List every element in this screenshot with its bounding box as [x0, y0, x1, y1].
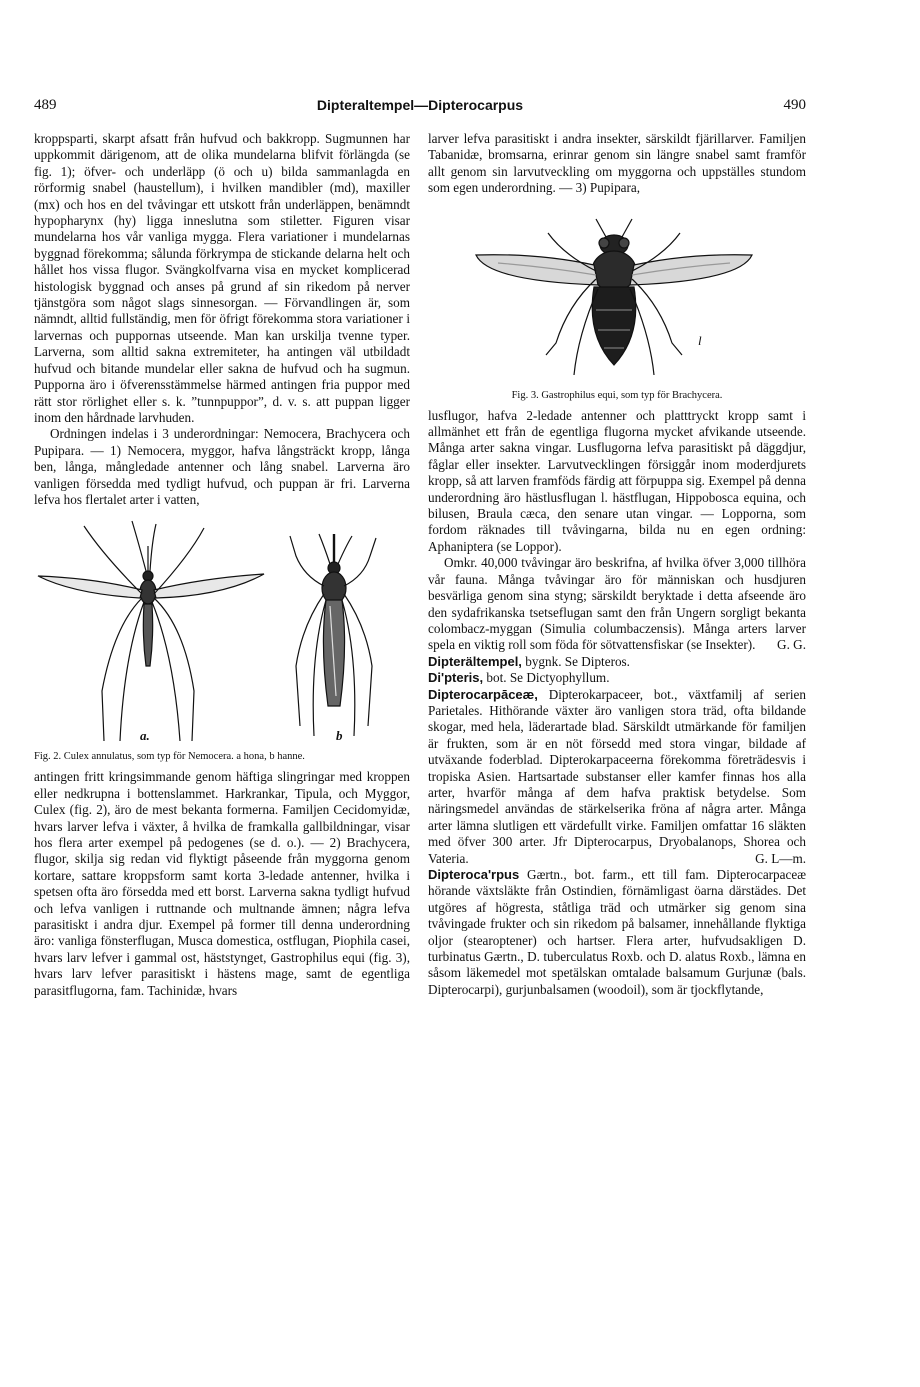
figure-3-caption: Fig. 3. Gastrophilus equi, som typ för Brachycera. [511, 389, 723, 401]
entry-text: Dipterokarpaceer, bot., växtfamilj af serien Parietales. Hithörande växter äro vanligen stora träd, ofta bildande skogar, med hela, läderartade blad. Särskildt utmärkande för familjen är frukten, som är en nöt försedd med stora vingar, bildade af utväxande foderblad. Dipterokarpaceerna förekomma företrädesvis i tropiska Asien. Hartsartade substanser eller kamfer finnas hos alla arter, hvarför många af dem hafva praktisk betydelse. Som näringsmedel användas de stärkelserika fröna af några arter. Många arter lämna slutligen ett värdefullt virke. Familjen omfattar 16 släkten med öfver 300 arter. Jfr Dipterocarpus, Dryobalanops, Shorea och Vateria. [428, 686, 806, 866]
figure-2-label-b: b [336, 728, 343, 744]
entry-headword: Di'pteris, [428, 670, 484, 686]
right-column [428, 131, 806, 998]
mosquito-illustration [34, 516, 410, 746]
botfly-illustration [428, 215, 806, 385]
paragraph: Ordningen indelas i 3 underordningar: Nemocera, Brachycera och Pupipara. — 1) Nemocera, myggor, hafva långsträckt kropp, långa ben, långa, mångledade antenner och lång snabel. Larverna äro vanligen försedda med tydligt hufvud, och puppan är fri. Larverna lefva hos flertalet arter i vatten, [34, 426, 410, 507]
dictionary-entry [428, 654, 806, 670]
paragraph: antingen fritt kringsimmande genom häftiga slingringar med kroppen eller nedkrupna i bottenslammet. Harkrankar, Tipula, och Myggor, Culex (fig. 2), äro de mest bekanta formerna. Familjen Cecidomyidæ, hvars larver lefva i växter, å hvilka de framkalla gallbildningar, visar hos flera arter exempel på pedogenes (se d. o.). — 2) Brachycera, flugor, skilja sig redan vid flyktigt påseende från myggorna genom kortare, sattare kroppsform samt korta 3-ledade antenner, hvilka i spetsen ofta äro försedda med ett borst. Larverna sakna tydligt hufvud och lefva vanligen i ruttnande och multnande ämnen; några lefva parasitiskt i andra djur. Exempel på former till denna underordning äro: vanliga fönsterflugan, Musca domestica, ostflugan, Piophila casei, hvars larv lefver i gammal ost, häststynget, Gastrophilus equi (fig. 3), hvars larv lefver parasitiskt i hästens mage, samt de egentliga parasitflugorna, fam. Tachinidæ, hvars [34, 769, 410, 998]
figure-3 [428, 215, 806, 402]
paragraph: kroppsparti, skarpt afsatt från hufvud och bakkropp. Sugmunnen har uppkommit därigenom, att de olika mundelarna blifvit förlängda (se fig. 1); öfver- och underläpp (ö och u) bilda sammanlagda en rörformig snabel (haustellum), i hvilken mandibler (md), maxiller (mx) och hos en del tvåvingar ett utskott från underläppen, benämndt hypopharynx (hy) ligga inneslutna som stiletter. Figuren visar mundelarna hos vår vanliga mygga. Flera variationer i mundelarnas byggnad förekomma; sålunda förkrympa de stickande delarna helt och hållet hos vissa flugor. Svängkolfvarna visa en mycket komplicerad histologisk byggnad och anses på grund af sin rikedom på nerver tjänstgöra som något slags sinnesorgan. — Förvandlingen är, som nämndt, alltid fullständig, men för öfrigt förekomma stora variationer i larvernas och puppornas utseende. Man kan urskilja tvenne typer. Larverna, som alltid sakna extremiteter, ha antingen väl utbildadt hufvud och bitande mundelar eller sakna de hufvud och ha sugmun. Pupporna äro i öfverensstämmelse härmed antingen fria puppor med rätt stor rörlighet eller s. k. ”tunnpuppor”, d. v. s. att puppan ligger inom den hårdnade larvhuden. [34, 131, 410, 425]
entry-headword: Dipteroca'rpus [428, 867, 520, 882]
dictionary-entry [428, 670, 806, 686]
mosquito-male-drawing [290, 534, 376, 736]
dictionary-entry [428, 687, 806, 867]
paragraph [428, 555, 806, 653]
figure-2-label-a: a. [140, 728, 150, 744]
figure-2-illustration [34, 516, 410, 746]
figure-3-illustration [428, 215, 806, 385]
paragraph: larver lefva parasitiskt i andra insekter, särskildt fjärillarver. Familjen Tabanidæ, bromsarna, erinrar genom sin längre snabel samt framför allt genom sin larvutveckling om myggorna och uppställes stundom som egen underordning. — 3) Pupipara, [428, 131, 806, 196]
page-number-left: 489 [34, 97, 57, 113]
mosquito-female-drawing [38, 521, 264, 741]
author-signature: G. L—m. [755, 850, 806, 866]
entry-headword: Dipterocarpāceæ, [428, 686, 538, 702]
figure-2-caption: Fig. 2. Culex annulatus, som typ för Nemocera. a hona, b hanne. [34, 751, 305, 763]
paragraph-text: Omkr. 40,000 tvåvingar äro beskrifna, af hvilka öfver 3,000 tillhöra vår fauna. Många tvåvingar äro för människan och husdjuren besvärliga genom sina styng; särskildt beryktade i detta afseende äro den sydafrikanska tsetseflugan samt den från Ungern sorgligt bekanta colombacz-myggan (Simulia columbaczensis). Många arters larver spela en viktig roll som föda för sötvattensfiskar (se Insekter). [428, 555, 806, 653]
figure-2 [34, 516, 410, 763]
dictionary-entry [428, 867, 806, 998]
entry-text: bygnk. Se Dipteros. [525, 653, 630, 669]
entry-headword: Dipterältempel, [428, 653, 522, 669]
entry-text: Gærtn., bot. farm., ett till fam. Dipterocarpaceæ hörande växtsläkte från Ostindien, förnämligast öarna därstädes. Det utgöres af högresta, ståtliga träd och utmärker sig genom sina tvåvingade frukter och sin rikedom på balsamer, innehållande flyktiga oljor (stearoptener) och hartser. Flera arter, hufvudsakligen D. turbinatus Gærtn., D. tuberculatus Roxb. och D. alatus Roxb., lämna en såsom läkemedel mot spetälskan omtalade balsamum Gurjunæ (bals. Dipterocarpi), gurjunbalsamen (woodoil), som är tjockflytande, [428, 867, 807, 997]
running-title: Dipteraltempel—Dipterocarpus [316, 97, 524, 113]
page-header [34, 97, 806, 119]
author-signature: G. G. [777, 637, 806, 653]
figure-3-marker: l [698, 332, 702, 348]
page-number-right: 490 [783, 97, 806, 113]
left-column [34, 131, 410, 999]
entry-text: bot. Se Dictyophyllum. [486, 670, 610, 686]
botfly-drawing [476, 219, 752, 375]
paragraph: lusflugor, hafva 2-ledade antenner och platttryckt kropp samt i allmänhet ett från de egentliga flugorna mycket afvikande utseende. Många arter sakna vingar. Lusflugorna lefva parasitiskt på däggdjur, fåglar eller insekter. Larvutvecklingen försiggår inom moderdjurets kropp, så att larven framföds färdig att förpuppa sig. Exempel på denna underordning äro hästlusflugan l. hästflugan, Hippobosca equina, och bilusen, Braula cæca, den senare utan vingar. — Lopporna, som fordom räknades till tvåvingarna, bilda nu en egen ordning: Aphaniptera (se Loppor). [428, 407, 806, 554]
